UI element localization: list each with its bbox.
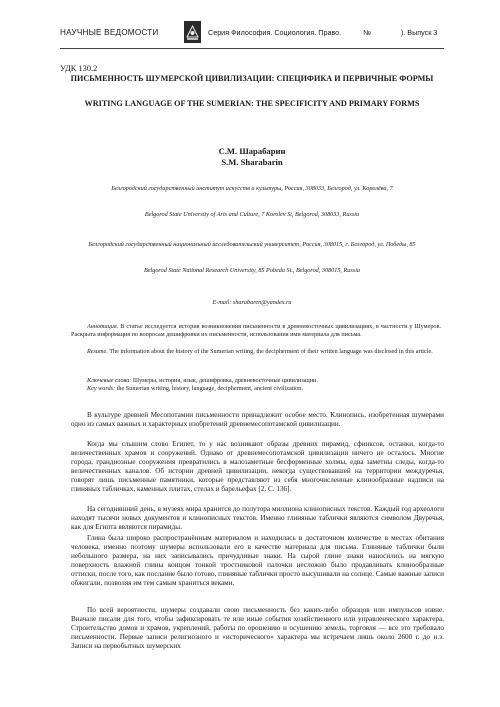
abstract-english — [71, 348, 441, 356]
issue-label: ). Выпуск 3 — [400, 28, 438, 37]
abstract-text-russian: В статье исследуется история возникновения письменности в древневосточных цивилизациях, в частности у Шумеров. Раскрыта информация по вопросам дешифровки их письменности, использования ими материала для письма. — [71, 323, 441, 339]
authors — [60, 146, 444, 167]
number-label: № — [363, 28, 371, 37]
university-emblem-icon — [184, 21, 201, 43]
keywords-label-english: Key words: — [87, 385, 116, 392]
affiliation-1-russian: Белгородский государственный институт искусств и культуры, Россия, 308033, Белгород, ул. Королёва, 7 — [111, 185, 393, 192]
abstract-label-english: Resume. — [87, 348, 108, 355]
keywords-text-russian: Шумеры, история, язык, дешифровка, древневосточные цивилизации. — [131, 377, 318, 384]
series-info — [208, 28, 437, 37]
keywords-label-russian: Ключевые слова: — [87, 377, 132, 384]
keywords-russian — [71, 377, 441, 385]
body-paragraph: В культуре древней Месопотамии письменности принадлежит особое место. Клинопись, изобретенная шумерами одно из самых важных и характерных изобретений древнемесопотамской цивилизации. — [71, 411, 444, 429]
body-paragraph: Когда мы слышим слово Египет, то у нас возникают образы древних пирамид, сфинксов, останки, когда-то величественных храмов и сооружений. Однако от древнемесопотамской цивилизации ничего не осталось. Многие города, грандиозные сооружения превратились в малозаметные бесформенные холмы, едва заметны следы, когда-то величественных каналов. Об истории древней цивилизации, некогда существовавшей на территории междуречья, говорят лишь письменные памятники, которые представляют из себя многочисленные клинообразные надписи на глиняных табличках, каменных плитах, стелах и барельефах [2, С. 136]. — [71, 440, 444, 494]
series-name: Серия Философия. Социология. Право. — [208, 28, 342, 37]
author-email: E-mail: sharabaren@yandex.ru — [212, 299, 292, 306]
body-paragraph: На сегодняшний день, в музеях мира хранится до полутора миллиона клинописных текстов. Каждый год археологи находят тысячи новых документов и клинописных текстов. Именно глиняные таблички являются символом Двуречья, как для Египта являются пирамиды. — [71, 505, 444, 532]
body-paragraph: Глина была широко распространённым материалом и находилась в достаточном количестве в местах обитания человека, именно поэтому шумеры использовали его в качестве материала для письма. Глиняные таблички были небольшого размера, на них записывались причудливые знаки. На сырой глине знаки наносились на мягкую поверхность влажной глины концом тонкой тростниковой палочки несложно было продавливать клинообразные оттиски, после того, как послание было готово, глиняные таблички просто высушивали на солнце. Самые важные записи обжигали, позволяя им тем самым храниться веками. — [71, 534, 444, 588]
title-english: WRITING LANGUAGE OF THE SUMERIAN: THE SPECIFICITY AND PRIMARY FORMS — [84, 99, 420, 108]
title-russian: ПИСЬМЕННОСТЬ ШУМЕРСКОЙ ЦИВИЛИЗАЦИИ: СПЕЦИФИКА И ПЕРВИЧНЫЕ ФОРМЫ — [70, 74, 434, 83]
author-english: S.M. Sharabarin — [221, 156, 283, 167]
affiliation-2-english: Belgorod State National Research University, 85 Pobeda St., Belgorod, 308015, Russia — [143, 267, 361, 274]
keywords-text-english: the Sumerian writing, history, language, decipherment, ancient civilization. — [115, 385, 303, 392]
abstract-label-russian: Аннотация. — [87, 323, 119, 330]
affiliation-2-russian: Белгородский государственный национальный исследовательский университет, Россия, 308015, г. Белгород, ул. Победы, 85 — [88, 241, 416, 248]
author-russian: С.М. Шарабарин — [218, 146, 286, 156]
udk-code: УДК 130.2 — [60, 64, 98, 73]
affiliation-1-english: Belgorod State University of Arts and Culture, 7 Korolev St, Belgorod, 308033, Russia — [144, 211, 360, 218]
keywords-english — [71, 385, 441, 393]
abstract-russian — [71, 323, 441, 339]
journal-name: НАУЧНЫЕ ВЕДОМОСТИ — [60, 28, 159, 37]
body-paragraph: По всей вероятности, шумеры создавали свою письменность без каких-либо образцов или импульсов извне. Вначале писали для того, чтобы зафиксировать те или иные события хозяйственного или управленческого характера. Строительство домов и храмов, укреплений, работы по орошению и осушению земель, торговля — все это требовало письменности. Первые записи религиозного и «исторического» характера мы встречаем лишь около 2600 г. до н.э. Записи на первобытных шумерских — [71, 606, 444, 651]
running-header — [60, 20, 444, 49]
abstract-text-english: The information about the history of the Sumerian writing, the decipherment of their written language was disclosed in this article. — [107, 348, 433, 355]
